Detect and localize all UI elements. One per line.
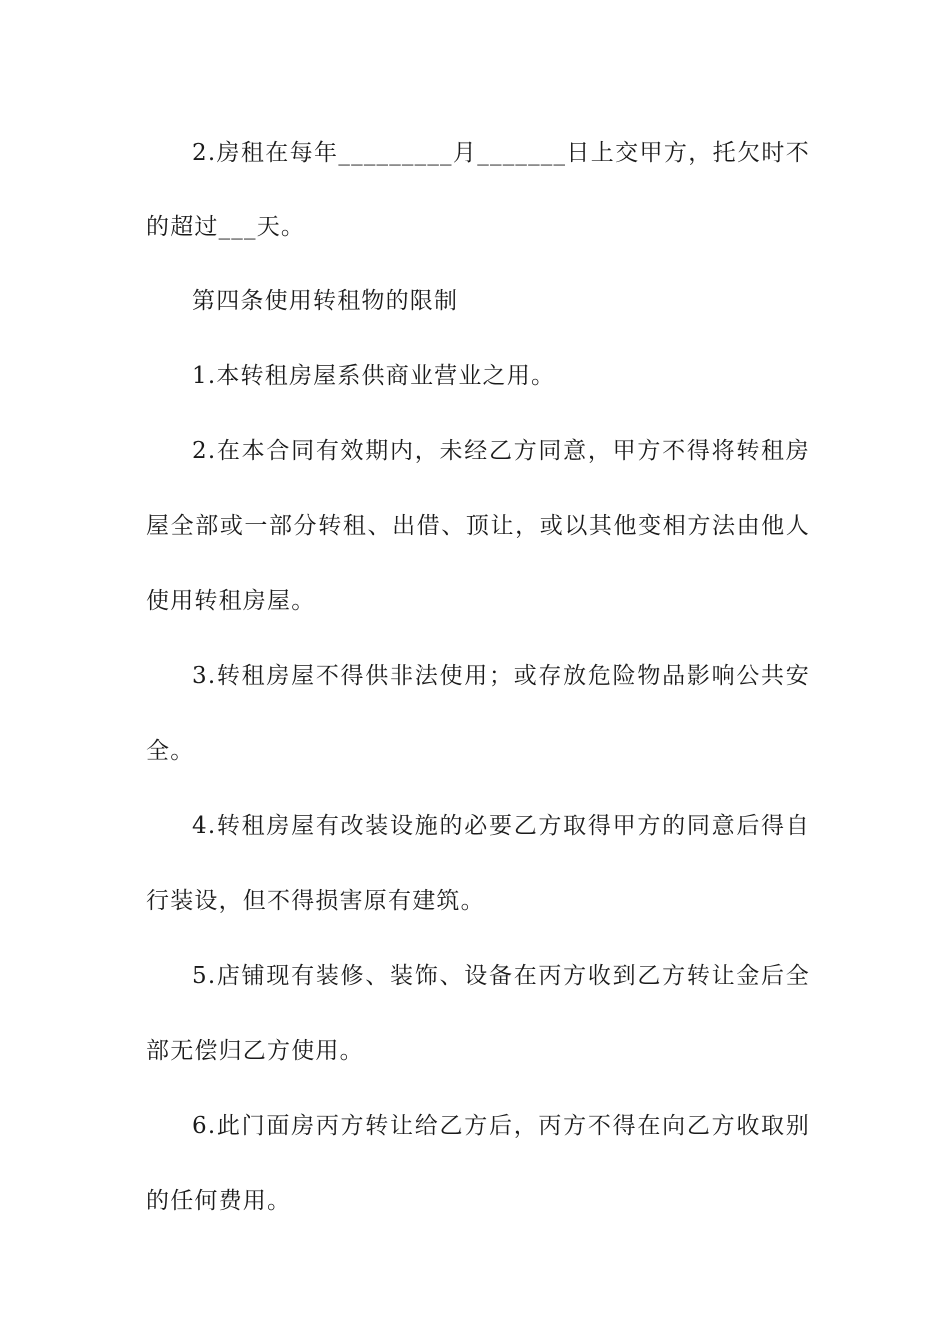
text-line-10: 4.转租房屋有改装设施的必要乙方取得甲方的同意后得自 [192,813,810,839]
text-line-6: 屋全部或一部分转租、出借、顶让，或以其他变相方法由他人 [146,513,810,539]
text-line-7: 使用转租房屋。 [146,588,316,614]
text-line-12: 5.店铺现有装修、装饰、设备在丙方收到乙方转让金后全 [192,963,810,989]
section-heading-article-4: 第四条使用转租物的限制 [192,288,459,314]
text-line-14: 6.此门面房丙方转让给乙方后，丙方不得在向乙方收取别 [192,1113,810,1139]
text-line-4: 1.本转租房屋系供商业营业之用。 [192,363,556,389]
text-line-2: 的超过___天。 [146,214,306,240]
text-line-5: 2.在本合同有效期内，未经乙方同意，甲方不得将转租房 [192,438,810,464]
text-line-15: 的任何费用。 [146,1188,292,1214]
text-line-8: 3.转租房屋不得供非法使用；或存放危险物品影响公共安 [192,663,810,689]
text-line-13: 部无偿归乙方使用。 [146,1038,364,1064]
text-line-9: 全。 [146,738,195,764]
text-line-11: 行装设，但不得损害原有建筑。 [146,888,485,914]
text-line-1: 2.房租在每年_________月_______日上交甲方，托欠时不 [192,140,810,166]
